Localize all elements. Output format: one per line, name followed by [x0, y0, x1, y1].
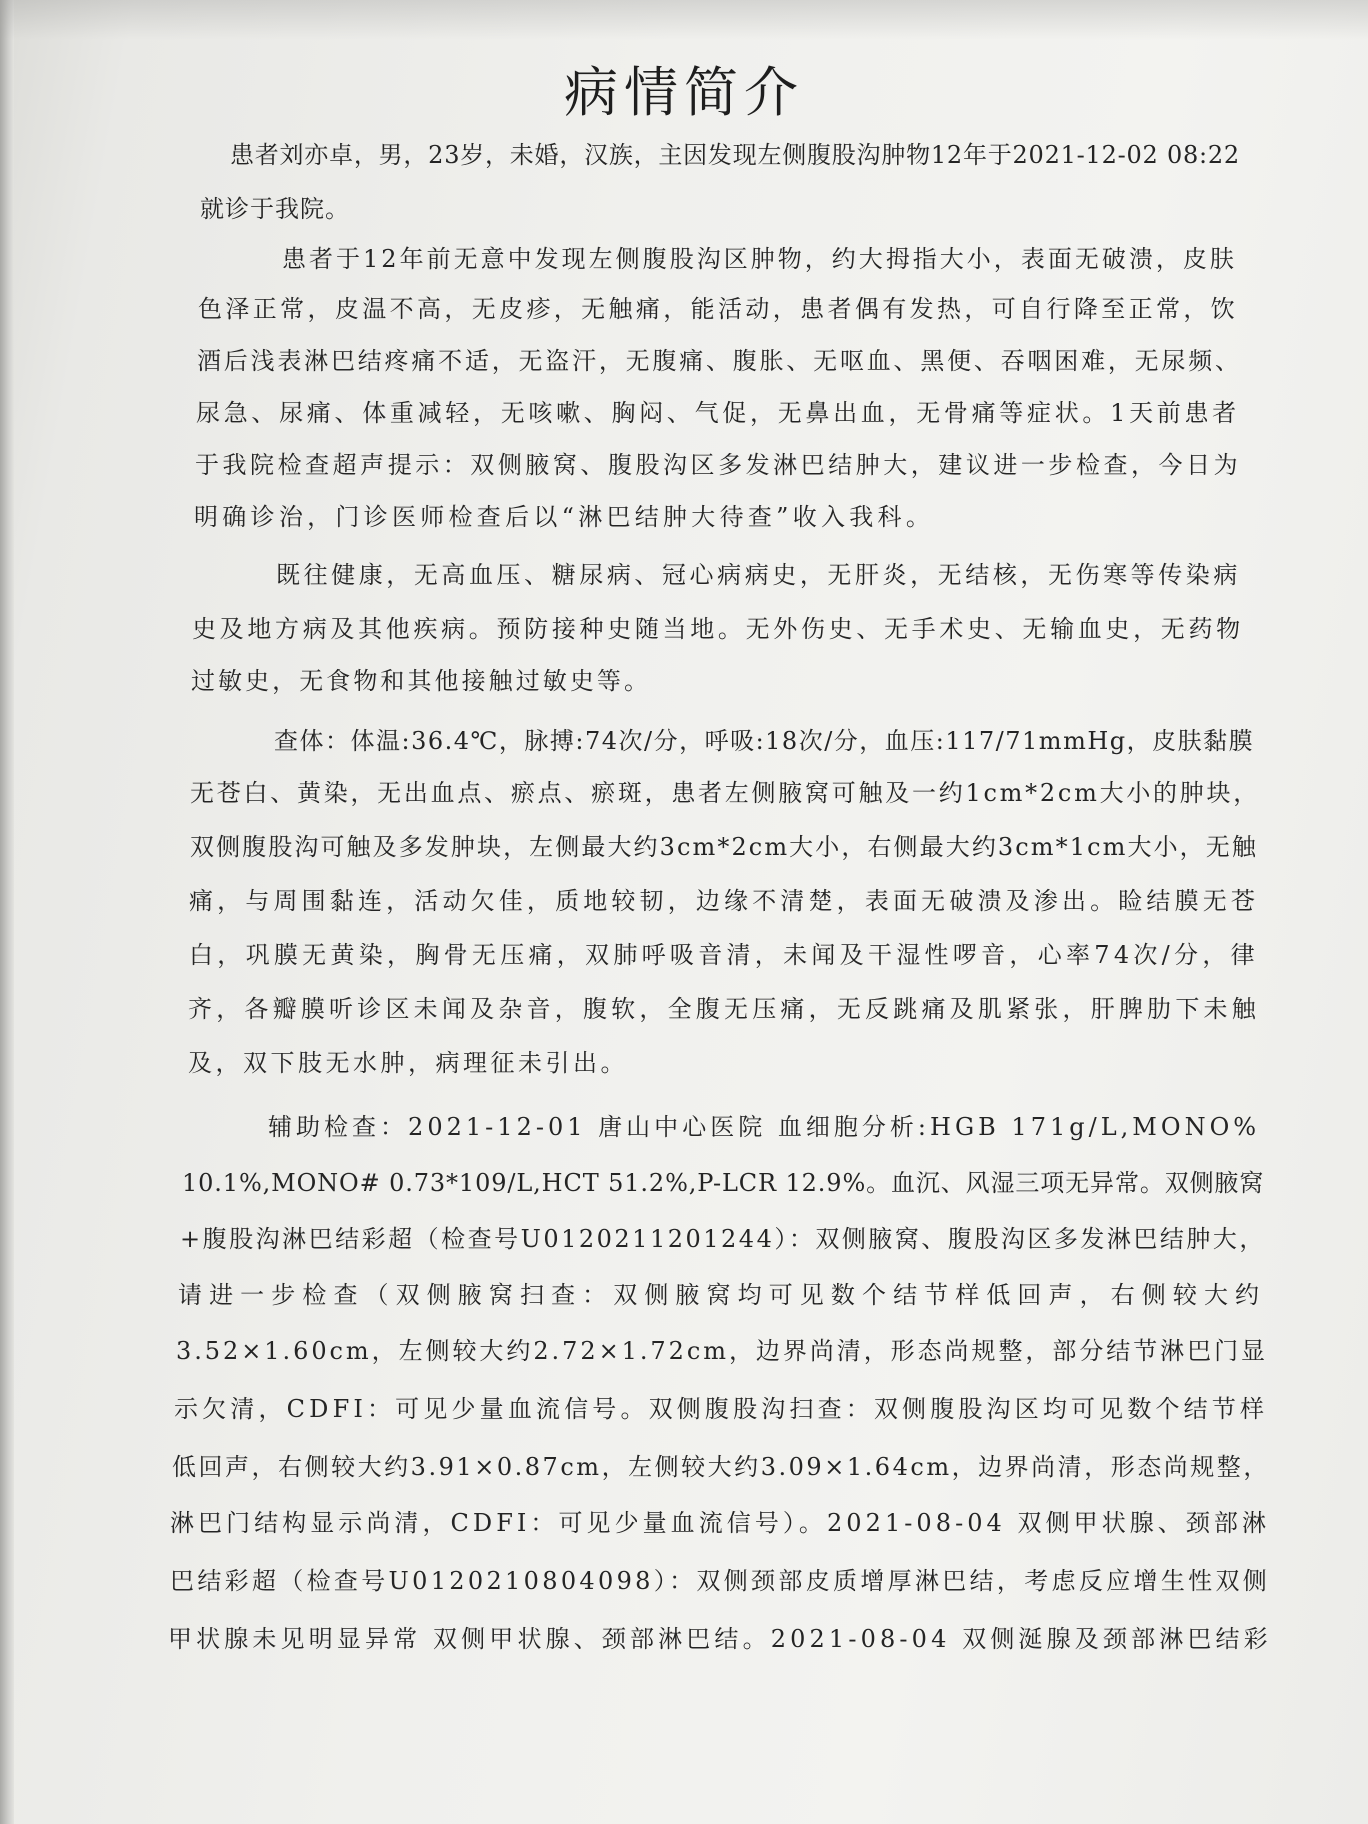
text-line: 无苍白、黄染，无出血点、瘀点、瘀斑，患者左侧腋窝可触及一约1cm*2cm大小的肿块， — [190, 779, 1261, 807]
text-line: 痛，与周围黏连，活动欠佳，质地较韧，边缘不清楚，表面无破溃及渗出。睑结膜无苍 — [189, 887, 1260, 915]
text-line: 低回声，右侧较大约3.91×0.87cm，左侧较大约3.09×1.64cm，边界尚清，形态尚规整， — [172, 1453, 1270, 1481]
text-line: 明确诊治，门诊医师检查后以“淋巴结肿大待查”收入我科。 — [194, 503, 935, 531]
text-line: 患者刘亦卓，男，23岁，未婚，汉族，主因发现左侧腹股沟肿物12年于2021-12-02 08:22 — [230, 141, 1240, 169]
text-line: 色泽正常，皮温不高，无皮疹，无触痛，能活动，患者偶有发热，可自行降至正常，饮 — [198, 295, 1239, 323]
text-line: +腹股沟淋巴结彩超（检查号U0120211201244）：双侧腋窝、腹股沟区多发淋巴结肿大， — [180, 1225, 1266, 1253]
text-line: 就诊于我院。 — [200, 195, 350, 223]
text-line: 辅助检查：2021-12-01 唐山中心医院 血细胞分析:HGB 171g/L,MONO% — [268, 1113, 1261, 1141]
page-edge-shadow — [0, 0, 14, 1824]
text-line: 请进一步检查（双侧腋窝扫查：双侧腋窝均可见数个结节样低回声，右侧较大约 — [178, 1281, 1267, 1309]
text-line: 淋巴门结构显示尚清，CDFI：可见少量血流信号）。2021-08-04 双侧甲状腺、颈部淋 — [170, 1509, 1270, 1537]
text-line: 甲状腺未见明显异常 双侧甲状腺、颈部淋巴结。2021-08-04 双侧涎腺及颈部淋巴结彩 — [168, 1625, 1272, 1653]
text-line: 3.52×1.60cm，左侧较大约2.72×1.72cm，边界尚清，形态尚规整，部分结节淋巴门显 — [176, 1337, 1268, 1365]
text-line: 史及地方病及其他疾病。预防接种史随当地。无外伤史、无手术史、无输血史，无药物 — [192, 615, 1244, 643]
text-line: 白，巩膜无黄染，胸骨无压痛，双肺呼吸音清，未闻及干湿性啰音，心率74次/分，律 — [189, 941, 1259, 969]
text-line: 双侧腹股沟可触及多发肿块，左侧最大约3cm*2cm大小，右侧最大约3cm*1cm大小，无触 — [190, 833, 1258, 861]
text-line: 巴结彩超（检查号U0120210804098）：双侧颈部皮质增厚淋巴结，考虑反应增生性双侧 — [170, 1567, 1271, 1595]
text-line: 示欠清，CDFI：可见少量血流信号。双侧腹股沟扫查：双侧腹股沟区均可见数个结节样 — [174, 1395, 1269, 1423]
text-line: 尿急、尿痛、体重减轻，无咳嗽、胸闷、气促，无鼻出血，无骨痛等症状。1天前患者 — [196, 399, 1240, 427]
text-line: 过敏史，无食物和其他接触过敏史等。 — [191, 667, 652, 695]
document-title: 病情简介 — [564, 61, 804, 124]
text-line: 于我院检查超声提示：双侧腋窝、腹股沟区多发淋巴结肿大，建议进一步检查，今日为 — [195, 451, 1242, 479]
text-line: 既往健康，无高血压、糖尿病、冠心病病史，无肝炎，无结核，无伤寒等传染病 — [276, 561, 1241, 589]
text-line: 酒后浅表淋巴结疼痛不适，无盗汗，无腹痛、腹胀、无呕血、黑便、吞咽困难，无尿频、 — [197, 347, 1242, 375]
text-line: 齐，各瓣膜听诊区未闻及杂音，腹软，全腹无压痛，无反跳痛及肌紧张，肝脾肋下未触 — [188, 995, 1260, 1023]
text-line: 10.1%,MONO# 0.73*109/L,HCT 51.2%,P-LCR 12.9%。血沉、风湿三项无异常。双侧腋窝 — [182, 1169, 1265, 1197]
page-top-shadow — [0, 0, 1368, 40]
text-line: 查体：体温:36.4℃，脉搏:74次/分，呼吸:18次/分，血压:117/71mmHg，皮肤黏膜 — [274, 727, 1255, 755]
text-line: 患者于12年前无意中发现左侧腹股沟区肿物，约大拇指大小，表面无破溃，皮肤 — [282, 245, 1237, 273]
text-line: 及，双下肢无水肿，病理征未引出。 — [188, 1049, 628, 1077]
